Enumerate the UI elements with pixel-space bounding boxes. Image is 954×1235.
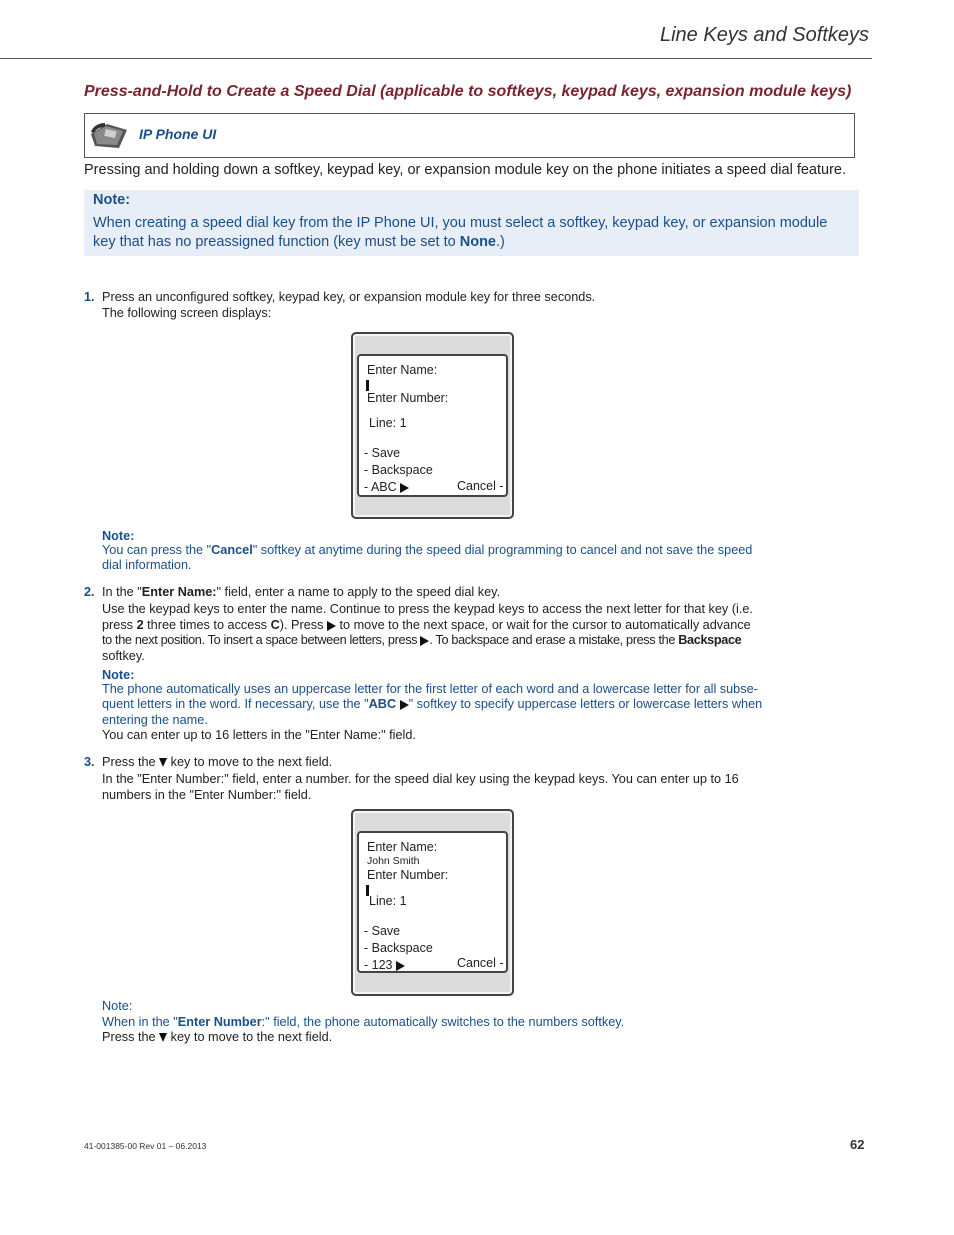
save-softkey: - Save [364, 446, 401, 460]
note-text: dial information. [102, 558, 192, 572]
page-number: 62 [850, 1137, 865, 1152]
enter-number-label: Enter Number: [367, 868, 449, 882]
note-text: entering the name. [102, 713, 208, 727]
step-number: 1. [84, 290, 95, 304]
step-text: press 2 three times to access C). Press to move to the next space, or wait for the cursor to automatically advance [102, 618, 751, 632]
step-number: 3. [84, 755, 95, 769]
down-arrow-icon [159, 1033, 167, 1042]
note-heading: Note: [102, 529, 135, 543]
note-text: You can press the "Cancel" softkey at anytime during the speed dial programming to cancel and not save the speed [102, 543, 753, 557]
header-rule [0, 58, 872, 59]
name-value: John Smith [367, 855, 420, 867]
step-number: 2. [84, 585, 95, 599]
step-text: Press the key to move to the next field. [102, 1030, 333, 1044]
cancel-softkey: Cancel - [457, 479, 504, 493]
step-text: Use the keypad keys to enter the name. Continue to press the keypad keys to access the next letter for that key (i.e. [102, 602, 753, 616]
phone-display [357, 354, 508, 497]
right-arrow-icon [396, 961, 405, 971]
step-text: softkey. [102, 649, 145, 663]
numbers-softkey: - 123 [364, 958, 405, 972]
step-text: numbers in the "Enter Number:" field. [102, 788, 312, 802]
running-header-title: Line Keys and Softkeys [659, 24, 869, 46]
desk-phone-icon [89, 120, 129, 155]
step-text: You can enter up to 16 letters in the "Enter Name:" field. [102, 728, 416, 742]
step-text: to the next position. To insert a space between letters, press . To backspace and erase a mistake, press the Backspace [102, 633, 742, 647]
note-heading: Note: [102, 668, 135, 682]
right-arrow-icon [400, 483, 409, 493]
line-label: Line: 1 [369, 416, 407, 430]
save-softkey: - Save [364, 924, 401, 938]
intro-paragraph: Pressing and holding down a softkey, keypad key, or expansion module key on the phone initiates a speed dial feature. [84, 162, 847, 178]
step-text: In the "Enter Name:" field, enter a name to apply to the speed dial key. [102, 585, 501, 599]
phone-display [357, 831, 508, 973]
cancel-softkey: Cancel - [457, 956, 504, 970]
step-text: In the "Enter Number:" field, enter a number. for the speed dial key using the keypad keys. You can enter up to 16 [102, 772, 739, 786]
document-id: 41-001385-00 Rev 01 – 06.2013 [84, 1141, 207, 1151]
note-heading: Note: [102, 999, 133, 1013]
note-callout [84, 190, 859, 256]
note-text: When creating a speed dial key from the IP Phone UI, you must select a softkey, keypad key, or expansion module key that has no preassigned function (key must be set to None.) [93, 215, 828, 250]
ip-phone-ui-box [84, 113, 855, 158]
backspace-softkey: - Backspace [364, 941, 433, 955]
backspace-softkey: - Backspace [364, 463, 433, 477]
note-text: When in the "Enter Number:" field, the phone automatically switches to the numbers softkey. [102, 1015, 625, 1029]
enter-name-label: Enter Name: [367, 840, 438, 854]
down-arrow-icon [159, 758, 167, 767]
line-label: Line: 1 [369, 894, 407, 908]
note-text: quent letters in the word. If necessary, use the "ABC " softkey to specify uppercase letters or lowercase letters when [102, 697, 763, 711]
step-text: Press an unconfigured softkey, keypad key, or expansion module key for three seconds. [102, 290, 596, 304]
phone-screen-2 [351, 809, 514, 996]
note-text: The phone automatically uses an uppercase letter for the first letter of each word and a lowercase letter for all subse- [102, 682, 758, 696]
note-heading: Note: [93, 192, 131, 208]
text-cursor [366, 380, 369, 391]
abc-softkey: - ABC [364, 480, 409, 494]
phone-screen-1 [351, 332, 514, 519]
ip-phone-ui-label: IP Phone UI [139, 126, 217, 142]
section-title: Press-and-Hold to Create a Speed Dial (applicable to softkeys, keypad keys, expansion module keys) [84, 83, 852, 100]
enter-name-label: Enter Name: [367, 363, 438, 377]
right-arrow-icon [400, 700, 409, 710]
step-text: The following screen displays: [102, 306, 272, 320]
enter-number-label: Enter Number: [367, 391, 449, 405]
step-text: Press the key to move to the next field. [102, 755, 333, 769]
right-arrow-icon [327, 621, 336, 631]
